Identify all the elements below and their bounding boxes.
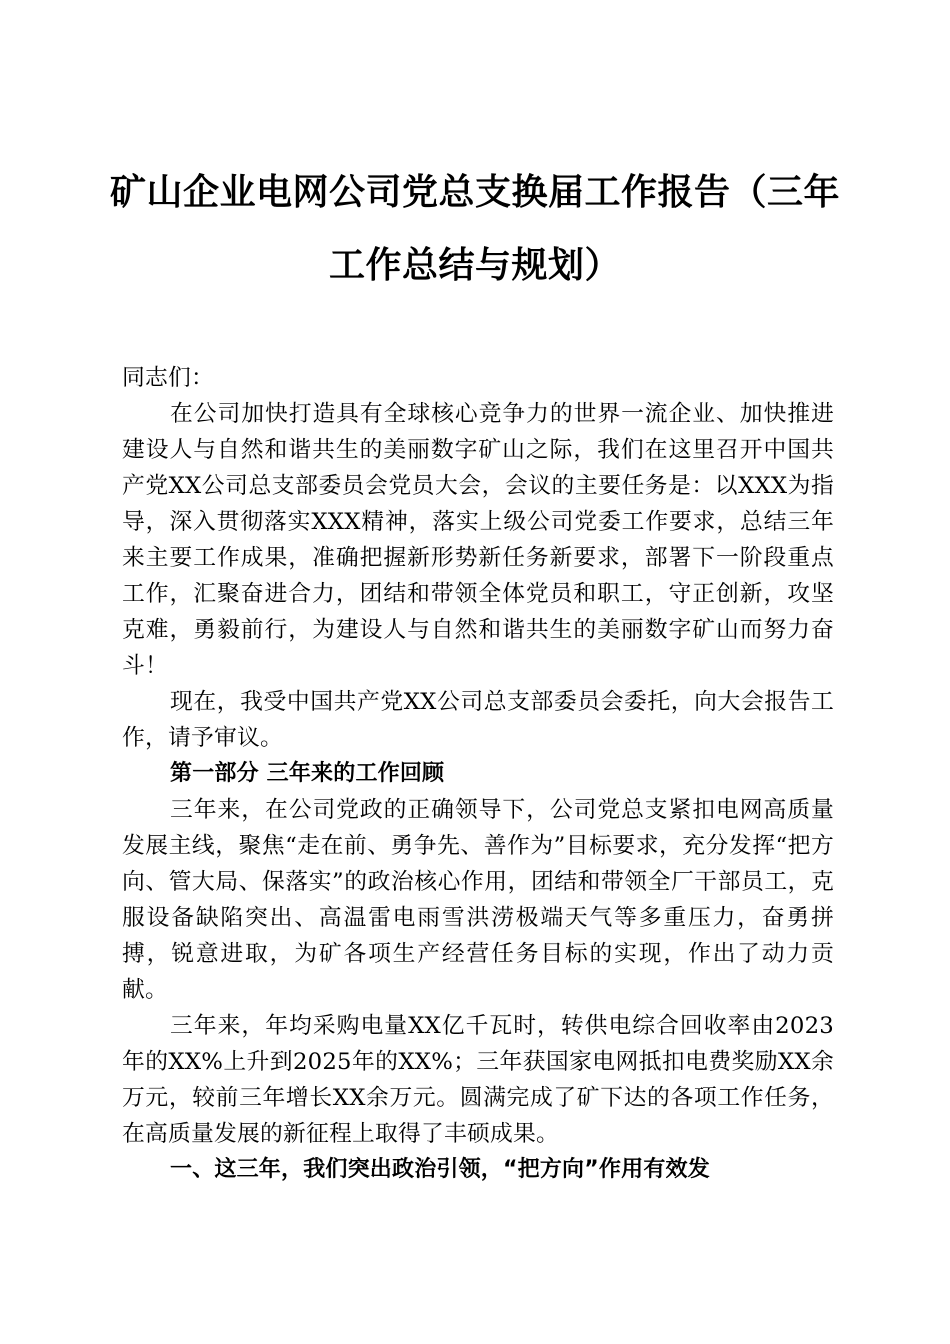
subheading-one: 一、这三年，我们突出政治引领，“把方向”作用有效发	[170, 1157, 710, 1182]
document-body	[122, 360, 834, 1188]
salutation: 同志们：	[122, 365, 214, 391]
paragraph-review-summary: 三年来，在公司党政的正确领导下，公司党总支紧扣电网高质量发展主线，聚焦“走在前、勇争先、善作为”目标要求，充分发挥“把方向、管大局、保落实”的政治核心作用，团结和带领全厂干部员工，克服设备缺陷突出、高温雷电雨雪洪涝极端天气等多重压力，奋勇拼搏，锐意进取，为矿各项生产经营任务目标的实现，作出了动力贡献。	[122, 797, 834, 1003]
section-heading: 第一部分 三年来的工作回顾	[170, 761, 445, 786]
document-title-line1: 矿山企业电网公司党总支换届工作报告（三年	[109, 171, 840, 213]
document-title-line2: 工作总结与规划）	[328, 244, 621, 286]
paragraph-opening: 在公司加快打造具有全球核心竞争力的世界一流企业、加快推进建设人与自然和谐共生的美丽数字矿山之际，我们在这里召开中国共产党XX公司总支部委员会党员大会，会议的主要任务是：以XXX为指导，深入贯彻落实XXX精神，落实上级公司党委工作要求，总结三年来主要工作成果，准确把握新形势新任务新要求，部署下一阶段重点工作，汇聚奋进合力，团结和带领全体党员和职工，守正创新，攻坚克难，勇毅前行，为建设人与自然和谐共生的美丽数字矿山而努力奋斗！	[122, 401, 834, 679]
paragraph-report-request: 现在，我受中国共产党XX公司总支部委员会委托，向大会报告工作，请予审议。	[122, 689, 834, 751]
paragraph-review-figures: 三年来，年均采购电量XX亿千瓦时，转供电综合回收率由2023年的XX%上升到2025年的XX%；三年获国家电网抵扣电费奖励XX余万元，较前三年增长XX余万元。圆满完成了矿下达的各项工作任务，在高质量发展的新征程上取得了丰硕成果。	[122, 1013, 834, 1147]
